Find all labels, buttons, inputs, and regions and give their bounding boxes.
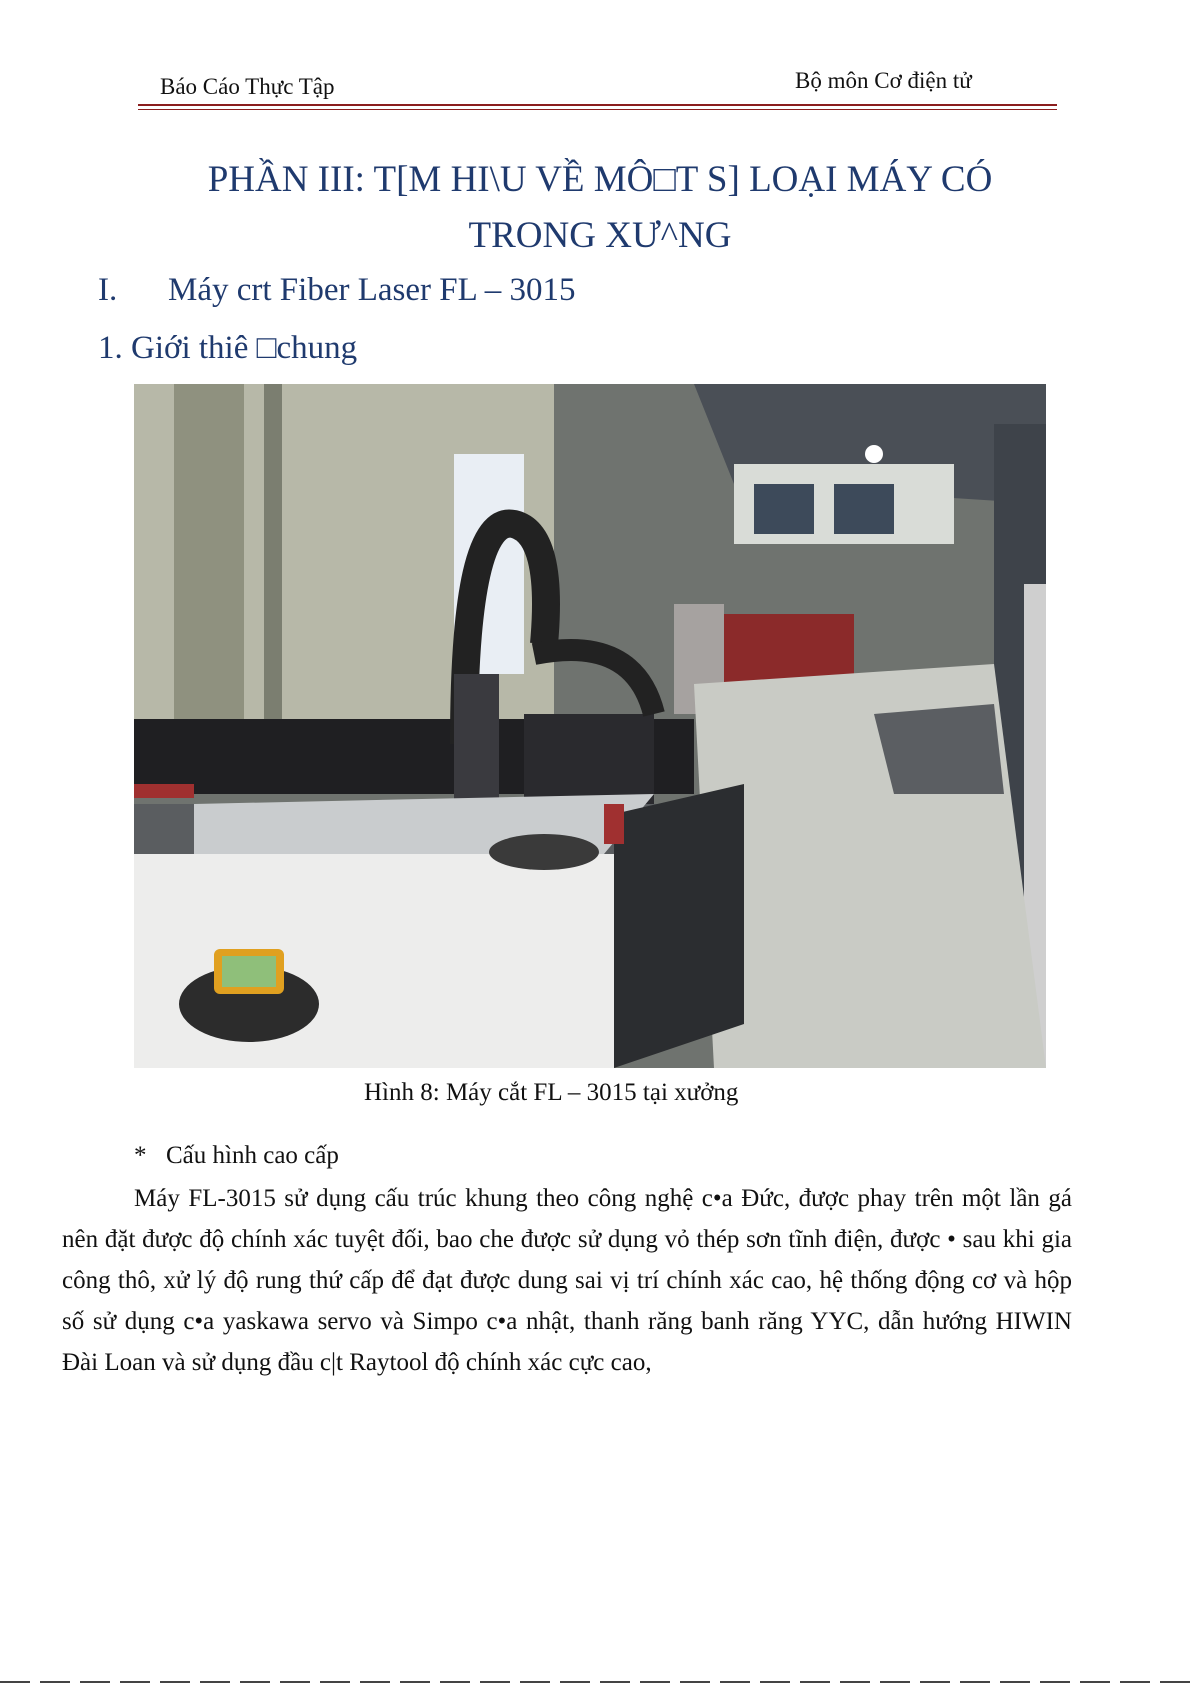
figure-caption: Hình 8: Máy cắt FL – 3015 tại xưởng	[364, 1079, 739, 1106]
section-title-line1: PHẦN III: T[M HI\U VỀ MÔ□T S] LOẠI MÁY CÓ	[207, 159, 993, 200]
machine-photo-illustration	[134, 384, 1046, 1068]
heading-machine	[98, 272, 576, 309]
heading-machine-number: I.	[98, 272, 118, 308]
header-report-title: Báo Cáo Thực Tập	[160, 74, 335, 99]
footer-scan-line	[0, 1681, 1191, 1683]
heading-introduction: 1. Giới thiê □chung	[98, 330, 358, 366]
section-title-line2: TRONG XƯ^NG	[468, 215, 732, 256]
machine-photo	[134, 384, 1046, 1068]
bullet-text: Cấu hình cao cấp	[166, 1142, 339, 1169]
heading-machine-text: Máy crt Fiber Laser FL – 3015	[168, 272, 576, 308]
section-title	[100, 152, 1100, 264]
body-paragraph	[62, 1178, 1072, 1383]
bullet-item	[134, 1142, 339, 1170]
body-paragraph-text: Máy FL-3015 sử dụng cấu trúc khung theo công nghệ c•a Đức, được phay trên một lần gá nên đặt được độ chính xác tuyệt đối, bao che được sử dụng vỏ thép sơn tĩnh điện, được • sau khi gia công thô, xử lý độ rung thứ cấp để đạt được dung sai vị trí chính xác cao, hệ thống động cơ và hộp số sử dụng c•a yaskawa servo và Simpo c•a nhật, thanh răng banh răng YYC, dẫn hướng HIWIN Đài Loan và sử dụng đầu c|t Raytool độ chính xác cực cao,	[62, 1185, 1072, 1376]
header-department: Bộ môn Cơ điện tử	[795, 68, 972, 93]
header-rule-thick	[138, 104, 1057, 106]
bullet-star-icon: *	[134, 1142, 147, 1169]
header-rule-thin	[138, 109, 1057, 110]
